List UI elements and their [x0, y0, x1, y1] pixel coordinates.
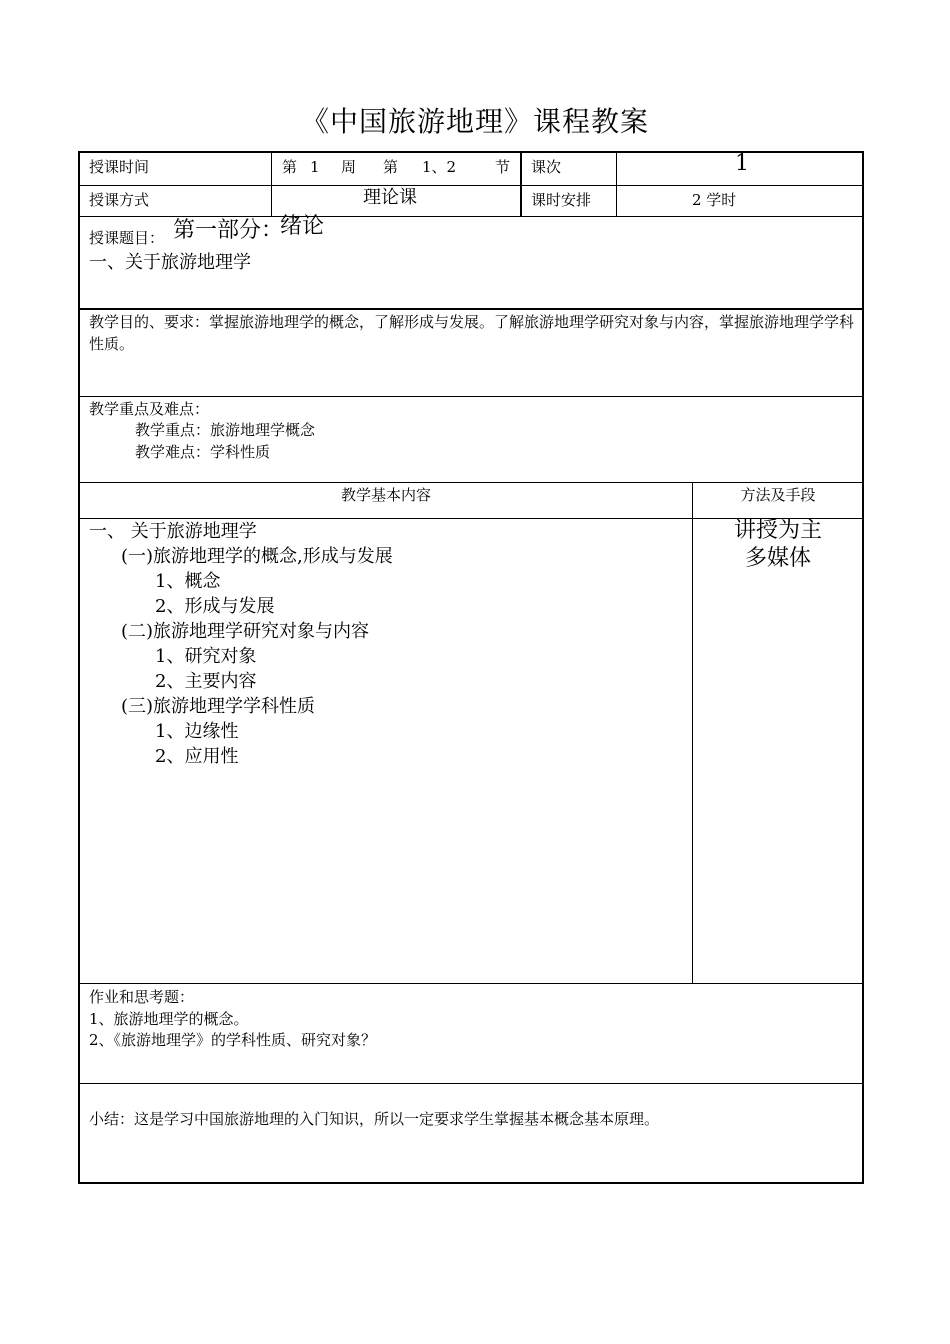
hours-value: 2 学时 [692, 191, 737, 209]
content-line: 2、应用性 [155, 746, 239, 767]
week-di: 第 [282, 158, 298, 176]
content-line: 2、形成与发展 [155, 596, 275, 617]
session-di: 第 [383, 158, 399, 176]
content-line: (二)旅游地理学研究对象与内容 [121, 621, 370, 642]
topic-subtitle: 一、关于旅游地理学 [89, 252, 251, 273]
page-title: 《中国旅游地理》课程教案 [300, 105, 649, 138]
teaching-goals: 教学目的、要求：掌握旅游地理学的概念，了解形成与发展。了解旅游地理学研究对象与内容，掌握旅游地理学学科性质。 [89, 313, 855, 353]
lesson-label: 课次 [531, 158, 562, 176]
col-divider [271, 153, 272, 216]
row-divider [80, 482, 862, 483]
mode-label: 授课方式 [89, 191, 150, 209]
session-number: 1、2 [422, 158, 457, 176]
row-divider [80, 308, 862, 310]
content-line: (三)旅游地理学学科性质 [121, 696, 316, 717]
methods-header: 方法及手段 [740, 486, 816, 504]
hours-label: 课时安排 [531, 191, 592, 209]
content-line: 2、主要内容 [155, 671, 257, 692]
topic-part: 第一部分： [173, 218, 284, 243]
difficult-point: 教学难点：学科性质 [135, 443, 271, 461]
content-line: 1、概念 [155, 571, 221, 592]
content-line: 1、研究对象 [155, 646, 257, 667]
week-zhou: 周 [341, 158, 357, 176]
summary-text: 小结：这是学习中国旅游地理的入门知识，所以一定要求学生掌握基本概念基本原理。 [89, 1110, 660, 1128]
keypoints-label: 教学重点及难点： [89, 400, 210, 418]
mode-value: 理论课 [363, 187, 417, 208]
col-divider [616, 153, 617, 216]
key-point: 教学重点：旅游地理学概念 [135, 421, 316, 439]
row-divider [80, 1083, 862, 1084]
content-header: 教学基本内容 [340, 486, 431, 504]
lesson-plan-table [78, 151, 864, 1184]
content-line: 一、 关于旅游地理学 [89, 521, 257, 542]
time-label: 授课时间 [89, 158, 150, 176]
homework-label: 作业和思考题： [89, 988, 195, 1006]
row-divider [80, 185, 862, 186]
row-divider [80, 983, 862, 984]
session-jie: 节 [495, 158, 511, 176]
topic-title: 绪论 [280, 214, 325, 239]
content-line: (一)旅游地理学的概念,形成与发展 [121, 546, 393, 567]
homework-item: 2、《旅游地理学》的学科性质、研究对象？ [89, 1031, 377, 1049]
topic-label: 授课题目： [89, 229, 165, 247]
method-item: 讲授为主 [733, 518, 822, 543]
week-number: 1 [310, 158, 320, 176]
col-divider [520, 153, 522, 216]
lesson-value: 1 [735, 151, 749, 176]
content-line: 1、边缘性 [155, 721, 239, 742]
method-item: 多媒体 [744, 546, 811, 571]
homework-item: 1、旅游地理学的概念。 [89, 1010, 249, 1028]
row-divider [80, 396, 862, 397]
